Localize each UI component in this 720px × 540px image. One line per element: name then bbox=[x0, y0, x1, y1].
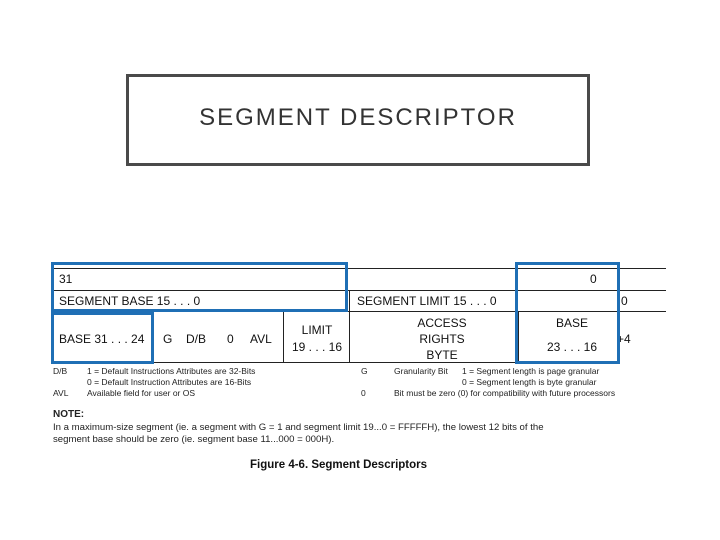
note-line2: segment base should be zero (ie. segment base 11...000 = 000H). bbox=[53, 434, 335, 445]
base-mid-label: BASE bbox=[555, 316, 588, 330]
access-rights-line2: RIGHTS bbox=[419, 332, 465, 346]
legend-db-line2: 0 = Default Instruction Attributes are 16-Bits bbox=[87, 377, 252, 387]
legend-db-key: D/B bbox=[53, 366, 68, 376]
legend-db-line1: 1 = Default Instructions Attributes are 32-Bits bbox=[87, 366, 256, 376]
access-rights-line3: BYTE bbox=[426, 348, 458, 362]
legend-g-label: Granularity Bit bbox=[394, 366, 448, 376]
note-heading: NOTE: bbox=[53, 409, 85, 420]
legend-g-line1: 1 = Segment length is page granular bbox=[462, 366, 600, 376]
legend-avl-text: Available field for user or OS bbox=[87, 388, 196, 398]
figure-caption: Figure 4-6. Segment Descriptors bbox=[250, 459, 428, 471]
row2-divider-limit bbox=[283, 311, 284, 362]
legend-zero-key: 0 bbox=[361, 388, 366, 398]
row2-divider-access bbox=[349, 311, 350, 362]
legend-zero-text: Bit must be zero (0) for compatibility with future processors bbox=[394, 388, 616, 398]
segment-limit-low-field: SEGMENT LIMIT 15 . . . 0 bbox=[357, 294, 497, 308]
bit-0-label: 0 bbox=[590, 272, 597, 286]
segment-descriptor-figure bbox=[37, 260, 666, 480]
highlight-base-high bbox=[51, 312, 154, 364]
row2-offset-label: +4 bbox=[617, 332, 631, 346]
legend-avl-key: AVL bbox=[53, 388, 69, 398]
slide-title-box bbox=[126, 74, 590, 166]
base-mid-range: 23 . . . 16 bbox=[546, 340, 598, 354]
legend-g-line2: 0 = Segment length is byte granular bbox=[462, 377, 597, 387]
avl-bit-field: AVL bbox=[250, 332, 272, 346]
access-rights-line1: ACCESS bbox=[417, 316, 467, 330]
row1-divider bbox=[349, 290, 350, 311]
g-bit-field: G bbox=[163, 332, 173, 346]
limit-high-label: LIMIT bbox=[301, 323, 333, 337]
zero-bit-field: 0 bbox=[227, 332, 234, 346]
base-high-field: BASE 31 . . . 24 bbox=[59, 332, 145, 346]
bit-31-label: 31 bbox=[59, 272, 73, 286]
row1-offset-label: 0 bbox=[621, 294, 628, 308]
legend-g-key: G bbox=[361, 366, 368, 376]
highlight-base-mid bbox=[515, 262, 620, 364]
slide-title: SEGMENT DESCRIPTOR bbox=[199, 104, 517, 131]
note-line1: In a maximum-size segment (ie. a segment with G = 1 and segment limit 19...0 = FFFFFH), the lowest 12 bits of the bbox=[53, 422, 544, 433]
limit-high-range: 19 . . . 16 bbox=[291, 340, 343, 354]
db-bit-field: D/B bbox=[186, 332, 207, 346]
segment-base-low-field: SEGMENT BASE 15 . . . 0 bbox=[59, 294, 201, 308]
highlight-segment-base-low bbox=[51, 262, 348, 312]
